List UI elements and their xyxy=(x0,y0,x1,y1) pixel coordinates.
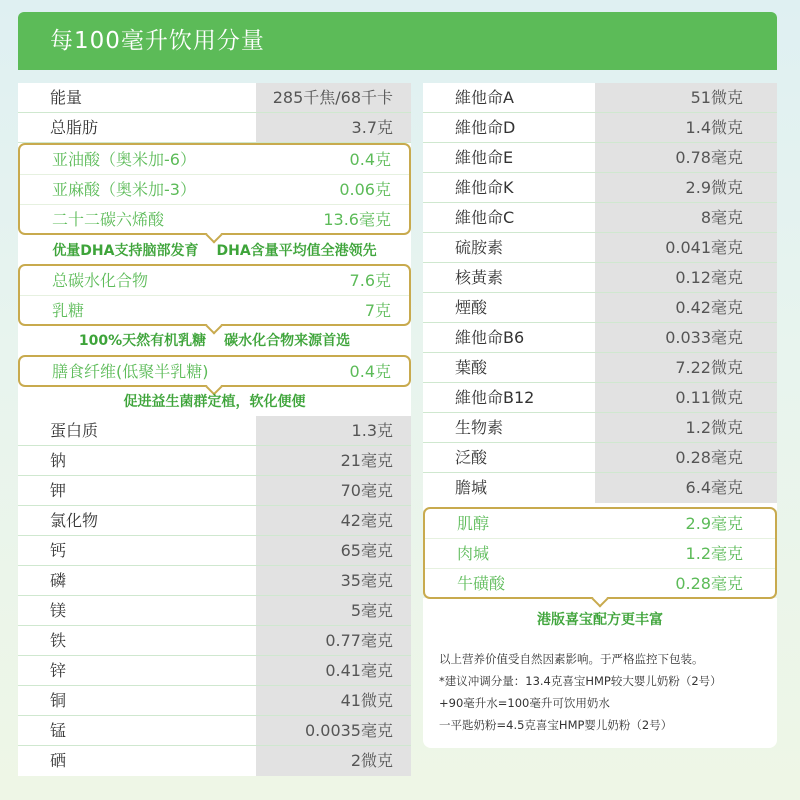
row-value: 8毫克 xyxy=(700,208,743,227)
row-label: 蛋白质 xyxy=(50,421,99,440)
table-row xyxy=(423,233,777,263)
table-row xyxy=(423,383,777,413)
row-label: 維他命E xyxy=(455,148,514,167)
row-value: 5毫克 xyxy=(350,601,393,620)
formula-note: 港版喜宝配方更丰富 xyxy=(537,612,663,628)
row-label: 锌 xyxy=(50,661,67,680)
row-label: 钠 xyxy=(50,451,67,470)
row-value: 7.22微克 xyxy=(675,358,743,377)
table-row xyxy=(18,716,411,746)
table-row xyxy=(423,413,777,443)
disclaimer-line: *建议冲调分量：13.4克喜宝HMP较大婴儿奶粉（2号） xyxy=(439,674,722,688)
table-row xyxy=(18,83,411,113)
table-row xyxy=(423,323,777,353)
row-value: 2微克 xyxy=(350,751,393,770)
disclaimer xyxy=(439,648,769,736)
row-label: 膽堿 xyxy=(455,478,488,497)
row-label: 肉堿 xyxy=(457,544,490,563)
lactose-note-2: 碳水化合物来源首选 xyxy=(224,333,351,349)
row-value: 2.9毫克 xyxy=(685,514,743,533)
row-value: 65毫克 xyxy=(340,541,393,560)
table-row xyxy=(18,596,411,626)
row-value: 285千焦/68千卡 xyxy=(272,88,393,107)
table-row xyxy=(425,539,775,569)
row-label: 維他命C xyxy=(455,208,515,227)
row-value: 6.4毫克 xyxy=(685,478,743,497)
row-value: 13.6毫克 xyxy=(323,210,391,229)
dha-note-2: DHA含量平均值全港领先 xyxy=(216,243,377,259)
row-label: 铁 xyxy=(50,631,67,650)
row-label: 钾 xyxy=(50,481,67,500)
row-label: 膳食纤维(低聚半乳糖) xyxy=(52,362,209,381)
row-value: 2.9微克 xyxy=(685,178,743,197)
row-value: 0.41毫克 xyxy=(325,661,393,680)
row-label: 锰 xyxy=(50,721,67,740)
table-row xyxy=(18,506,411,536)
table-row xyxy=(18,626,411,656)
row-value: 3.7克 xyxy=(351,118,393,137)
row-label: 能量 xyxy=(50,88,83,107)
row-label: 核黃素 xyxy=(455,268,504,287)
row-label: 铜 xyxy=(50,691,67,710)
row-label: 牛磺酸 xyxy=(457,574,506,593)
row-label: 維他命B12 xyxy=(455,388,535,407)
row-label: 总碳水化合物 xyxy=(52,271,149,290)
row-value: 41微克 xyxy=(340,691,393,710)
row-label: 亚麻酸（奥米加-3） xyxy=(52,180,196,199)
row-label: 磷 xyxy=(50,571,67,590)
table-row xyxy=(18,686,411,716)
table-row xyxy=(423,443,777,473)
row-value: 1.3克 xyxy=(351,421,393,440)
row-value: 0.28毫克 xyxy=(675,448,743,467)
row-value: 0.0035毫克 xyxy=(305,721,393,740)
carbohydrates-highlight xyxy=(18,264,411,326)
row-label: 肌醇 xyxy=(457,514,490,533)
row-value: 0.4克 xyxy=(349,362,391,381)
table-row xyxy=(18,746,411,776)
table-row xyxy=(18,476,411,506)
row-value: 0.77毫克 xyxy=(325,631,393,650)
row-value: 42毫克 xyxy=(340,511,393,530)
table-row xyxy=(423,113,777,143)
row-value: 0.4克 xyxy=(349,150,391,169)
table-row xyxy=(423,473,777,503)
row-label: 生物素 xyxy=(455,418,504,437)
row-label: 泛酸 xyxy=(455,448,488,467)
row-label: 維他命K xyxy=(455,178,514,197)
row-label: 镁 xyxy=(50,601,67,620)
row-value: 51微克 xyxy=(690,88,743,107)
fatty-acids-highlight xyxy=(18,143,411,235)
row-value: 1.4微克 xyxy=(685,118,743,137)
table-row xyxy=(18,113,411,143)
table-row xyxy=(18,656,411,686)
left-nutrition-table xyxy=(18,83,411,776)
row-value: 70毫克 xyxy=(340,481,393,500)
row-value: 7.6克 xyxy=(349,271,391,290)
row-value: 7克 xyxy=(364,301,391,320)
extras-highlight xyxy=(423,507,777,599)
table-row xyxy=(20,266,409,296)
row-value: 35毫克 xyxy=(340,571,393,590)
table-row xyxy=(18,416,411,446)
row-value: 0.78毫克 xyxy=(675,148,743,167)
row-label: 亚油酸（奥米加-6） xyxy=(52,150,196,169)
row-label: 煙酸 xyxy=(455,298,488,317)
row-label: 維他命A xyxy=(455,88,514,107)
dha-note-1: 优量DHA支持脑部发育 xyxy=(52,243,199,259)
table-row xyxy=(425,509,775,539)
page-title: 每100毫升饮用分量 xyxy=(18,12,777,70)
row-label: 維他命B6 xyxy=(455,328,525,347)
dha-note xyxy=(18,240,411,262)
row-value: 1.2微克 xyxy=(685,418,743,437)
lactose-note-1: 100%天然有机乳糖 xyxy=(78,333,207,349)
row-label: 二十二碳六烯酸 xyxy=(52,210,165,229)
row-value: 1.2毫克 xyxy=(685,544,743,563)
lactose-note xyxy=(18,330,411,352)
table-row xyxy=(18,566,411,596)
table-row xyxy=(423,143,777,173)
row-value: 0.06克 xyxy=(339,180,391,199)
row-value: 0.42毫克 xyxy=(675,298,743,317)
table-row xyxy=(18,536,411,566)
row-label: 钙 xyxy=(50,541,67,560)
row-label: 葉酸 xyxy=(455,358,488,377)
row-label: 氯化物 xyxy=(50,511,99,530)
table-row xyxy=(423,263,777,293)
table-row xyxy=(423,83,777,113)
row-label: 硫胺素 xyxy=(455,238,504,257)
row-label: 总脂肪 xyxy=(50,118,99,137)
table-row xyxy=(20,145,409,175)
row-label: 乳糖 xyxy=(52,301,85,320)
table-row xyxy=(20,175,409,205)
disclaimer-line: 以上营养价值受自然因素影响。于严格监控下包装。 xyxy=(439,652,704,666)
disclaimer-line: +90毫升水=100毫升可饮用奶水 xyxy=(439,696,610,710)
row-label: 維他命D xyxy=(455,118,516,137)
table-row xyxy=(423,173,777,203)
table-row xyxy=(423,203,777,233)
row-label: 硒 xyxy=(50,751,67,770)
row-value: 0.041毫克 xyxy=(665,238,743,257)
right-nutrition-table xyxy=(423,83,777,510)
row-value: 0.11微克 xyxy=(675,388,743,407)
table-row xyxy=(423,353,777,383)
row-value: 0.12毫克 xyxy=(675,268,743,287)
table-row xyxy=(18,446,411,476)
fiber-note: 促进益生菌群定植，软化便便 xyxy=(123,394,306,410)
disclaimer-line: 一平匙奶粉=4.5克喜宝HMP婴儿奶粉（2号） xyxy=(439,718,673,732)
row-value: 21毫克 xyxy=(340,451,393,470)
row-value: 0.28毫克 xyxy=(675,574,743,593)
table-row xyxy=(423,293,777,323)
row-value: 0.033毫克 xyxy=(665,328,743,347)
